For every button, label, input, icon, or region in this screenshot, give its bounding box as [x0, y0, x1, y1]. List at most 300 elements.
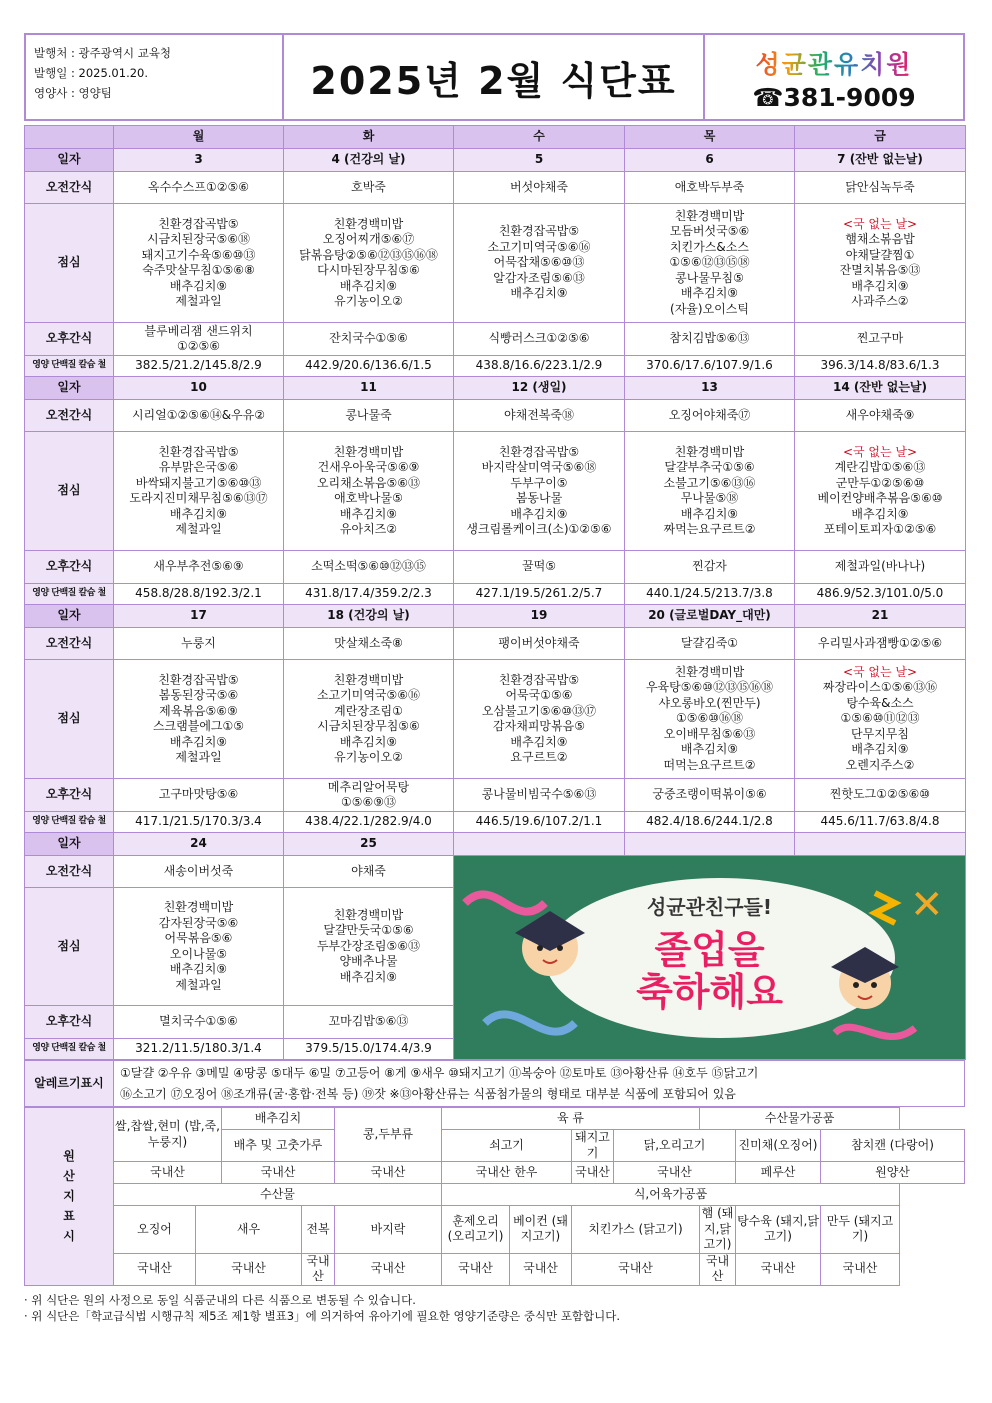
footnote-1: · 위 식단은 원의 사정으로 동일 식품군내의 다른 식품으로 변동될 수 있습니다.	[24, 1292, 416, 1307]
week1-nutrition-label: 영양 단백질 칼슘 철	[25, 356, 114, 377]
origin-r1-rice: 국내산	[114, 1162, 222, 1184]
week4-lunch-label: 점심	[25, 888, 114, 1006]
lunch-item: 단무지무침	[851, 726, 909, 741]
lunch-item: 배추김치⑨	[339, 506, 398, 521]
origin-h2-item: 탕수육 (돼지,닭고기)	[736, 1206, 821, 1254]
week2-date-화: 11	[284, 377, 454, 400]
week4-morning-label: 오전간식	[25, 856, 114, 888]
allergy-line-1: ①달걀 ②우유 ③메밀 ④땅콩 ⑤대두 ⑥밀 ⑦고등어 ⑧게 ⑨새우 ⑩돼지고기 ⑪복숭아 ⑫토마토 ⑬아황산류 ⑭호두 ⑮닭고기	[120, 1065, 759, 1080]
week2-lunch-화	[284, 432, 454, 551]
week2-nutrition-label: 영양 단백질 칼슘 철	[25, 584, 114, 605]
week4-morning-row	[25, 856, 966, 888]
week2-morning-금: 새우야채죽⑨	[795, 400, 966, 432]
allergy-line-2: ⑯소고기 ⑰오징어 ⑱조개류(굴·홍합·전복 등) ⑲잣 ※⑬아황산류는 식품첨가물의 형태로 대부분 식품에 포함되어 있음	[120, 1086, 736, 1101]
origin-r2-item: 국내산	[736, 1253, 821, 1285]
origin-r1-chicken: 국내산	[614, 1162, 736, 1184]
origin-table	[24, 1107, 965, 1286]
week3-morning-row	[25, 628, 966, 660]
week3-morning-수: 팽이버섯야채죽	[454, 628, 625, 660]
week1-date-화: 4 (건강의 날)	[284, 149, 454, 172]
lunch-item: 계란김밥①⑤⑥⑬	[834, 460, 926, 474]
week3-date-label: 일자	[25, 605, 114, 628]
week1-nutrition-화: 442.9/20.6/136.6/1.5	[284, 356, 454, 377]
week1-date-row	[25, 149, 966, 172]
lunch-item: 유아치즈②	[339, 522, 398, 536]
lunch-item: 오렌지주스②	[845, 757, 915, 772]
lunch-item: 양배추나물	[339, 954, 398, 969]
menu-sheet	[24, 33, 965, 1324]
lunch-item: 배추김치⑨	[339, 734, 398, 749]
lunch-item: 군만두①②⑤⑥⑩	[835, 475, 925, 490]
week3-afternoon-수: 콩나물비빔국수⑤⑥⑬	[454, 779, 625, 812]
origin-h-sea: 수산물	[114, 1184, 442, 1206]
origin-h2-item: 베이컨 (돼지고기)	[510, 1206, 572, 1254]
week1-nutrition-월: 382.5/21.2/145.8/2.9	[114, 356, 284, 377]
week1-morning-화: 호박죽	[284, 172, 454, 204]
week1-afternoon-수: 식빵러스크①②⑤⑥	[454, 323, 625, 356]
week1-date-금: 7 (잔반 없는날)	[795, 149, 966, 172]
week3-afternoon-목: 궁중조랭이떡볶이⑤⑥	[625, 779, 795, 812]
week2-lunch-월	[114, 432, 284, 551]
week1-lunch-목	[625, 204, 795, 323]
origin-h-bean: 콩,두부류	[335, 1108, 442, 1162]
lunch-item: 소고기미역국⑤⑥⑯	[316, 688, 421, 702]
banner-line-3: 축하해요	[636, 970, 783, 1014]
lunch-item: 친환경백미밥	[333, 444, 404, 459]
week1-lunch-label: 점심	[25, 204, 114, 323]
lunch-item: 포테이토피자①②⑤⑥	[823, 522, 937, 536]
lunch-item: 배추김치⑨	[169, 962, 228, 976]
day-tue: 화	[284, 126, 454, 149]
lunch-item: 배추김치⑨	[851, 742, 909, 757]
publisher-info	[26, 35, 284, 119]
footnotes	[24, 1292, 965, 1324]
lunch-item: 제철과일	[175, 977, 222, 992]
week4-date-월: 24	[114, 833, 284, 856]
allergy-label: 알레르기표시	[25, 1061, 114, 1107]
lunch-item: (자율)오이스틱	[670, 301, 749, 316]
week3-nutrition-월: 417.1/21.5/170.3/3.4	[114, 812, 284, 833]
lunch-item: 제철과일	[175, 294, 222, 308]
lunch-item: 배추김치⑨	[680, 506, 739, 521]
lunch-item: 배추김치⑨	[169, 506, 228, 521]
lunch-item: 친환경백미밥	[333, 672, 404, 687]
week3-nutrition-수: 446.5/19.6/107.2/1.1	[454, 812, 625, 833]
origin-h-beef: 쇠고기	[442, 1130, 572, 1162]
lunch-item: 시금치된장국⑤⑥⑱	[146, 232, 251, 246]
origin-h2-item: 전복	[302, 1206, 335, 1254]
origin-h2-item: 햄 (돼지,닭고기)	[700, 1206, 736, 1254]
week2-afternoon-수: 꿀떡⑤	[454, 551, 625, 584]
week3-morning-금: 우리밀사과잼빵①②⑤⑥	[795, 628, 966, 660]
svg-text:✕: ✕	[910, 881, 944, 928]
week3-nutrition-label: 영양 단백질 칼슘 철	[25, 812, 114, 833]
lunch-item: 감자된장국⑤⑥	[158, 915, 239, 930]
origin-h-chicken: 닭,오리고기	[614, 1130, 736, 1162]
banner-line-2: 졸업을	[654, 928, 765, 972]
origin-r2-item: 국내산	[196, 1253, 302, 1285]
week1-morning-금: 닭안심녹두죽	[795, 172, 966, 204]
week2-morning-수: 야채전복죽⑱	[454, 400, 625, 432]
lunch-item: 친환경백미밥	[333, 216, 404, 231]
origin-h2-item: 훈제오리 (오리고기)	[442, 1206, 510, 1254]
allergy-table	[24, 1060, 965, 1107]
week4-morning-화: 야채죽	[284, 856, 454, 888]
menu-body	[25, 126, 966, 1060]
lunch-item: 사과주스②	[851, 294, 909, 308]
day-wed: 수	[454, 126, 625, 149]
origin-r1-kimchi: 국내산	[222, 1162, 335, 1184]
lunch-item: 친환경잡곡밥⑤	[158, 444, 239, 459]
lunch-item: 봄동된장국⑤⑥	[158, 688, 239, 702]
week1-date-수: 5	[454, 149, 625, 172]
lunch-item: 짜장라이스①⑤⑥⑬⑯	[822, 680, 938, 695]
week2-morning-label: 오전간식	[25, 400, 114, 432]
origin-r2-item: 국내산	[700, 1253, 736, 1285]
week2-lunch-금	[795, 432, 966, 551]
lunch-item: ①⑤⑥⑩⑯⑱	[675, 711, 744, 726]
week2-afternoon-금: 제철과일(바나나)	[795, 551, 966, 584]
lunch-item: 배추김치⑨	[510, 286, 568, 301]
week2-nutrition-월: 458.8/28.8/192.3/2.1	[114, 584, 284, 605]
week1-nutrition-금: 396.3/14.8/83.6/1.3	[795, 356, 966, 377]
origin-h-meat: 육 류	[442, 1108, 700, 1130]
week1-morning-목: 애호박두부죽	[625, 172, 795, 204]
lunch-item: 요구르트②	[510, 750, 568, 764]
week2-date-월: 10	[114, 377, 284, 400]
lunch-item: 떠먹는요구르트②	[663, 757, 756, 772]
lunch-item: 친환경백미밥	[674, 444, 745, 459]
week1-morning-수: 버섯야채죽	[454, 172, 625, 204]
lunch-item: 샤오롱바오(찐만두)	[658, 695, 761, 710]
week3-nutrition-목: 482.4/18.6/244.1/2.8	[625, 812, 795, 833]
week3-lunch-row	[25, 660, 966, 779]
page-title: 2025년 2월 식단표	[284, 35, 705, 119]
lunch-item: 탕수육&소스	[846, 695, 914, 710]
lunch-item: 배추김치⑨	[339, 969, 398, 984]
week2-afternoon-화: 소떡소떡⑤⑥⑩⑫⑬⑮	[284, 551, 454, 584]
lunch-item: 다시마된장무침⑤⑥	[317, 263, 420, 277]
origin-h-jinmi: 진미채(오징어)	[736, 1130, 821, 1162]
week2-afternoon-label: 오후간식	[25, 551, 114, 584]
lunch-item: 배추김치⑨	[851, 278, 909, 293]
lunch-item: <국 없는 날>	[842, 444, 918, 459]
lunch-item: 친환경백미밥	[333, 907, 404, 922]
lunch-item: 어묵볶음⑤⑥	[164, 931, 233, 945]
week3-date-목: 20 (글로벌DAY_대만)	[625, 605, 795, 628]
origin-h-tuna: 참치캔 (다랑어)	[821, 1130, 965, 1162]
week1-lunch-화	[284, 204, 454, 323]
origin-h-meatproc: 식,어육가공품	[442, 1184, 900, 1206]
week4-nutrition-월: 321.2/11.5/180.3/1.4	[114, 1039, 284, 1060]
week3-afternoon-row	[25, 779, 966, 812]
footnote-2: · 위 식단은「학교급식법 시행규칙 제5조 제1항 별표3」에 의거하여 유아기에 필요한 영양기준량은 중식만 포함합니다.	[24, 1308, 621, 1323]
lunch-item: 치킨가스&소스	[670, 239, 749, 254]
week2-nutrition-금: 486.9/52.3/101.0/5.0	[795, 584, 966, 605]
lunch-item: 베이컨양배추볶음⑤⑥⑩	[817, 491, 943, 505]
lunch-item: 소불고기⑤⑥⑬⑯	[663, 475, 756, 490]
lunch-item: 오징어찌개⑤⑥⑰	[322, 232, 415, 246]
school-name-text: 성균관유치원	[755, 50, 913, 79]
lunch-item: 숙주맛살무침①⑤⑥⑧	[142, 263, 255, 277]
origin-h2-item: 새우	[196, 1206, 302, 1254]
lunch-item: 어묵국①⑤⑥	[505, 688, 573, 702]
lunch-item: 애호박나물⑤	[334, 491, 403, 505]
lunch-item: 배추김치⑨	[510, 506, 568, 521]
week2-date-금: 14 (잔반 없는날)	[795, 377, 966, 400]
week1-date-목: 6	[625, 149, 795, 172]
week2-afternoon-row	[25, 551, 966, 584]
week3-lunch-수	[454, 660, 625, 779]
week1-date-label: 일자	[25, 149, 114, 172]
header	[24, 33, 965, 121]
lunch-item: 친환경백미밥	[163, 900, 234, 914]
week2-nutrition-row	[25, 584, 966, 605]
week2-date-label: 일자	[25, 377, 114, 400]
week1-date-월: 3	[114, 149, 284, 172]
origin-r1-jinmi: 페루산	[736, 1162, 821, 1184]
week2-date-수: 12 (생일)	[454, 377, 625, 400]
lunch-item: 오이배무침⑤⑥⑬	[663, 726, 756, 741]
lunch-item: 바싹돼지불고기⑤⑥⑩⑬	[135, 475, 262, 490]
week3-morning-목: 달걀김죽①	[625, 628, 795, 660]
week2-date-row	[25, 377, 966, 400]
origin-r2-item: 국내산	[114, 1253, 196, 1285]
week2-lunch-label: 점심	[25, 432, 114, 551]
lunch-item: 제철과일	[175, 750, 222, 764]
origin-label-text: 원산지표시	[63, 1149, 75, 1244]
week2-lunch-row	[25, 432, 966, 551]
week4-lunch-화	[284, 888, 454, 1006]
lunch-item: 친환경잡곡밥⑤	[498, 444, 580, 459]
lunch-item: 감자채피망볶음⑤	[493, 719, 585, 733]
week1-afternoon-금: 찐고구마	[795, 323, 966, 356]
origin-h-rice: 쌀,찹쌀,현미 (밥,죽,누룽지)	[114, 1108, 222, 1162]
lunch-item: 봄동나물	[515, 491, 563, 505]
lunch-item: 유기농이오②	[334, 750, 403, 764]
lunch-item: 제철과일	[175, 522, 222, 536]
lunch-item: 소고기미역국⑤⑥⑯	[487, 239, 591, 254]
lunch-item: 스크램블에그①⑤	[152, 719, 245, 733]
origin-h-pork: 돼지고기	[572, 1130, 614, 1162]
origin-r2-item: 국내산	[572, 1253, 700, 1285]
week1-morning-월: 옥수수스프①②⑤⑥	[114, 172, 284, 204]
lunch-item: 유기농이오②	[334, 294, 403, 308]
lunch-item: ①⑤⑥⑩⑪⑫⑬	[840, 711, 920, 726]
week3-date-row	[25, 605, 966, 628]
lunch-item: 건새우아욱국⑤⑥⑨	[317, 460, 420, 474]
lunch-item: 오이나물⑤	[169, 946, 228, 961]
origin-r1-pork: 국내산	[572, 1162, 614, 1184]
week3-afternoon-label: 오후간식	[25, 779, 114, 812]
lunch-item: 우육탕⑤⑥⑩⑫⑬⑮⑯⑱	[645, 680, 774, 695]
origin-r1-beef: 국내산 한우	[442, 1162, 572, 1184]
lunch-item: 돼지고기수육⑤⑥⑩⑬	[141, 247, 256, 262]
week4-date-row	[25, 833, 966, 856]
lunch-item: 잔멸치볶음⑤⑬	[839, 263, 921, 277]
week3-morning-월: 누룽지	[114, 628, 284, 660]
banner-line-1: 성균관친구들!	[646, 895, 773, 919]
week4-afternoon-화: 꼬마김밥⑤⑥⑬	[284, 1006, 454, 1039]
lunch-item: 달걀부추국①⑤⑥	[664, 460, 755, 474]
week3-afternoon-금: 찐핫도그①②⑤⑥⑩	[795, 779, 966, 812]
lunch-item: 배추김치⑨	[851, 506, 909, 521]
menu-table	[24, 125, 966, 1060]
origin-h2-item: 만두 (돼지고기)	[821, 1206, 900, 1254]
lunch-item: 생크림롤케이크(소)①②⑤⑥	[466, 522, 612, 536]
lunch-item: 알감자조림⑤⑥⑬	[493, 270, 585, 285]
week1-afternoon-label: 오후간식	[25, 323, 114, 356]
week2-morning-화: 콩나물죽	[284, 400, 454, 432]
lunch-item: 친환경잡곡밥⑤	[158, 672, 239, 687]
week2-lunch-목	[625, 432, 795, 551]
week3-date-금: 21	[795, 605, 966, 628]
lunch-item: 바지락살미역국⑤⑥⑱	[481, 460, 597, 474]
origin-r2-item: 국내산	[442, 1253, 510, 1285]
lunch-item: 모듬버섯국⑤⑥	[669, 224, 750, 239]
week2-morning-row	[25, 400, 966, 432]
lunch-item: 제육볶음⑤⑥⑨	[159, 703, 238, 718]
lunch-item: 친환경잡곡밥⑤	[158, 216, 239, 231]
weekday-header	[25, 126, 966, 149]
week2-morning-목: 오징어야채죽⑰	[625, 400, 795, 432]
lunch-item: 배추김치⑨	[510, 734, 568, 749]
origin-h2-item: 오징어	[114, 1206, 196, 1254]
lunch-item: <국 없는 날>	[842, 216, 918, 231]
week1-afternoon-row	[25, 323, 966, 356]
week3-lunch-금	[795, 660, 966, 779]
lunch-item: 친환경백미밥	[674, 208, 745, 223]
lunch-item: 오리채소볶음⑤⑥⑬	[316, 475, 421, 490]
week4-afternoon-월: 멸치국수①⑤⑥	[114, 1006, 284, 1039]
lunch-item: 친환경백미밥	[674, 664, 745, 679]
school-name	[705, 45, 963, 81]
lunch-item: 친환경잡곡밥⑤	[498, 672, 580, 687]
lunch-item: 달걀만둣국①⑤⑥	[323, 923, 414, 938]
lunch-item: ①⑤⑥⑫⑬⑮⑱	[669, 255, 750, 270]
lunch-item: 배추김치⑨	[339, 278, 398, 293]
lunch-item: 배추김치⑨	[169, 278, 228, 293]
week3-date-화: 18 (건강의 날)	[284, 605, 454, 628]
empty-date-cell	[454, 833, 625, 856]
week1-nutrition-row	[25, 356, 966, 377]
origin-h-seaproc: 수산물가공품	[700, 1108, 900, 1130]
week2-nutrition-수: 427.1/19.5/261.2/5.7	[454, 584, 625, 605]
phone: ☎381-9009	[752, 83, 916, 112]
origin-h-kimchi-sub: 배추 및 고춧가루	[222, 1130, 335, 1162]
lunch-item: 배추김치⑨	[680, 286, 739, 301]
empty-date-cell	[795, 833, 966, 856]
lunch-item: 배추김치⑨	[680, 742, 739, 757]
lunch-item: 도라지진미채무침⑤⑥⑬⑰	[129, 491, 268, 505]
lunch-item: 햄채소볶음밥	[845, 232, 915, 246]
week3-lunch-화	[284, 660, 454, 779]
week3-lunch-label: 점심	[25, 660, 114, 779]
week3-date-월: 17	[114, 605, 284, 628]
origin-r2-item: 국내산	[335, 1253, 442, 1285]
week1-lunch-row	[25, 204, 966, 323]
week3-nutrition-row	[25, 812, 966, 833]
day-thu: 목	[625, 126, 795, 149]
week4-lunch-월	[114, 888, 284, 1006]
week2-nutrition-화: 431.8/17.4/359.2/2.3	[284, 584, 454, 605]
publisher: 발행처 : 광주광역시 교육청	[34, 46, 172, 60]
week1-afternoon-월: 블루베리잼 샌드위치①②⑤⑥	[114, 323, 284, 356]
day-fri: 금	[795, 126, 966, 149]
lunch-item: 배추김치⑨	[169, 734, 228, 749]
origin-r1-tuna: 원양산	[821, 1162, 965, 1184]
week4-morning-월: 새송이버섯죽	[114, 856, 284, 888]
origin-r2-item: 국내산	[302, 1253, 335, 1285]
week3-afternoon-화: 메추리알어묵탕 ①⑤⑥⑨⑬	[284, 779, 454, 812]
origin-h2-item: 바지락	[335, 1206, 442, 1254]
week2-morning-월: 시리얼①②⑤⑥⑭&우유②	[114, 400, 284, 432]
lunch-item: 어묵잡채⑤⑥⑩⑬	[493, 255, 585, 270]
week2-date-목: 13	[625, 377, 795, 400]
graduation-banner	[454, 856, 966, 1060]
origin-label	[25, 1108, 114, 1286]
lunch-item: 콩나물무침⑤	[675, 270, 744, 285]
week1-nutrition-수: 438.8/16.6/223.1/2.9	[454, 356, 625, 377]
week3-date-수: 19	[454, 605, 625, 628]
lunch-item: 야채달걀찜①	[845, 247, 915, 262]
week1-nutrition-목: 370.6/17.6/107.9/1.6	[625, 356, 795, 377]
week3-morning-화: 맛살채소죽⑧	[284, 628, 454, 660]
week3-lunch-목	[625, 660, 795, 779]
day-mon: 월	[114, 126, 284, 149]
allergy-legend	[114, 1061, 965, 1107]
week1-lunch-수	[454, 204, 625, 323]
publish-date: 발행일 : 2025.01.20.	[34, 66, 149, 80]
lunch-item: 두부간장조림⑤⑥⑬	[316, 938, 421, 953]
week1-morning-row	[25, 172, 966, 204]
lunch-item: 오삼불고기⑤⑥⑩⑬⑰	[481, 703, 597, 718]
week3-lunch-월	[114, 660, 284, 779]
week3-afternoon-월: 고구마맛탕⑤⑥	[114, 779, 284, 812]
lunch-item: <국 없는 날>	[842, 664, 918, 679]
week1-lunch-금	[795, 204, 966, 323]
week4-afternoon-label: 오후간식	[25, 1006, 114, 1039]
week4-date-화: 25	[284, 833, 454, 856]
lunch-item: 계란장조림①	[334, 703, 403, 718]
week3-nutrition-금: 445.6/11.7/63.8/4.8	[795, 812, 966, 833]
week1-afternoon-화: 잔치국수①⑤⑥	[284, 323, 454, 356]
week4-nutrition-화: 379.5/15.0/174.4/3.9	[284, 1039, 454, 1060]
week2-lunch-수	[454, 432, 625, 551]
origin-r2-item: 국내산	[821, 1253, 900, 1285]
lunch-item: 친환경잡곡밥⑤	[498, 224, 580, 239]
origin-h2-item: 치킨가스 (닭고기)	[572, 1206, 700, 1254]
lunch-item: 짜먹는요구르트②	[663, 522, 756, 536]
dietitian: 영양사 : 영양팀	[34, 86, 112, 100]
week3-nutrition-화: 438.4/22.1/282.9/4.0	[284, 812, 454, 833]
week1-afternoon-목: 참치김밥⑤⑥⑬	[625, 323, 795, 356]
lunch-item: 유부맑은국⑤⑥	[158, 460, 239, 474]
week4-date-label: 일자	[25, 833, 114, 856]
origin-r2-item: 국내산	[510, 1253, 572, 1285]
lunch-item: 무나물⑤⑱	[680, 491, 739, 505]
week3-morning-label: 오전간식	[25, 628, 114, 660]
school-info	[705, 35, 963, 119]
lunch-item: 두부구이⑤	[510, 475, 568, 490]
week2-afternoon-목: 찐감자	[625, 551, 795, 584]
week2-afternoon-월: 새우부추전⑤⑥⑨	[114, 551, 284, 584]
week2-nutrition-목: 440.1/24.5/213.7/3.8	[625, 584, 795, 605]
origin-r1-bean: 국내산	[335, 1162, 442, 1184]
lunch-item: 닭볶음탕②⑤⑥⑫⑬⑮⑯⑱	[299, 247, 438, 262]
corner-cell	[25, 126, 114, 149]
week1-lunch-월	[114, 204, 284, 323]
